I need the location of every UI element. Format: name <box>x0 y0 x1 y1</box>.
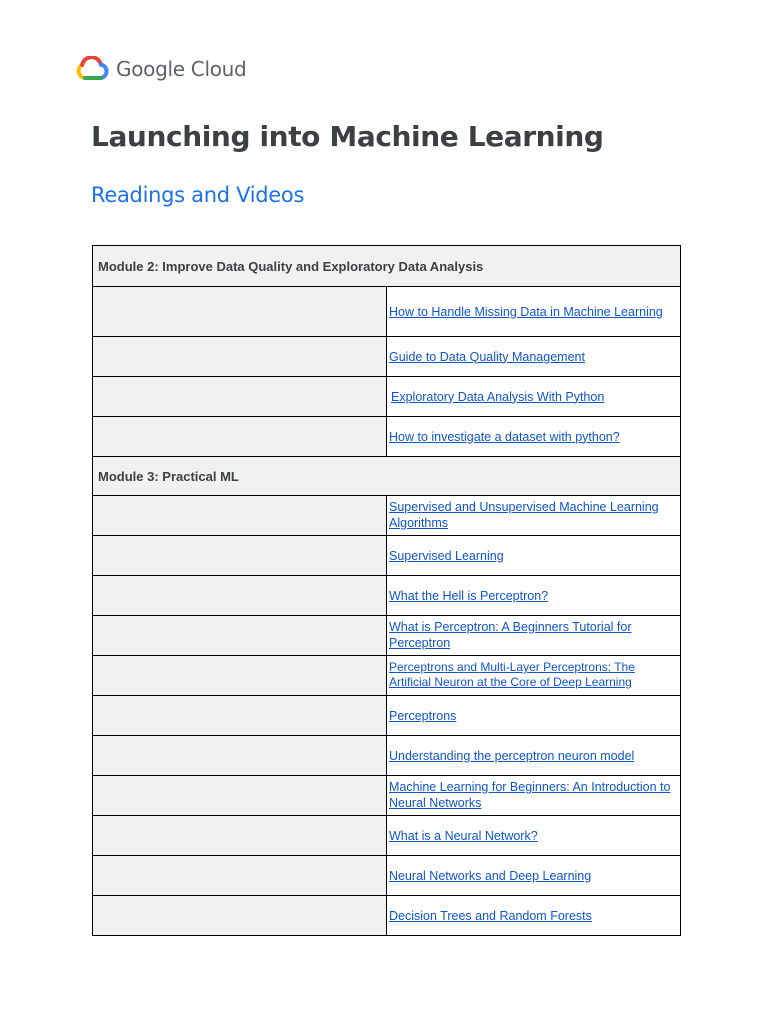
table-row <box>93 656 681 696</box>
module-header-row <box>93 246 681 287</box>
resource-link[interactable]: Perceptrons and Multi-Layer Perceptrons: The Artificial Neuron at the Core of Deep Learning <box>389 660 635 689</box>
resource-link[interactable]: How to investigate a dataset with python? <box>389 429 620 444</box>
empty-cell <box>93 656 387 696</box>
link-cell <box>387 656 681 696</box>
table-row <box>93 536 681 576</box>
link-cell <box>387 896 681 936</box>
table-row <box>93 896 681 936</box>
table-row <box>93 337 681 377</box>
table-row <box>93 287 681 337</box>
empty-cell <box>93 736 387 776</box>
table-row <box>93 616 681 656</box>
empty-cell <box>93 377 387 417</box>
empty-cell <box>93 616 387 656</box>
table-row <box>93 776 681 816</box>
link-cell <box>387 337 681 377</box>
resource-link[interactable]: What is Perceptron: A Beginners Tutorial for Perceptron <box>389 620 632 650</box>
resource-link[interactable]: What is a Neural Network? <box>389 828 538 843</box>
table-row <box>93 816 681 856</box>
empty-cell <box>93 776 387 816</box>
resource-link[interactable]: What the Hell is Perceptron? <box>389 588 549 603</box>
table-row <box>93 377 681 417</box>
table-row <box>93 856 681 896</box>
resource-link[interactable]: Supervised and Unsupervised Machine Learning Algorithms <box>389 500 659 530</box>
resource-link[interactable]: Perceptrons <box>389 708 457 723</box>
empty-cell <box>93 337 387 377</box>
resource-link[interactable]: Supervised Learning <box>389 548 504 563</box>
empty-cell <box>93 496 387 536</box>
module-header-row <box>93 457 681 496</box>
empty-cell <box>93 287 387 337</box>
link-cell <box>387 536 681 576</box>
google-cloud-logo-icon <box>76 56 110 82</box>
table-row <box>93 736 681 776</box>
resource-link[interactable]: Understanding the perceptron neuron model <box>389 748 635 763</box>
empty-cell <box>93 696 387 736</box>
resource-link[interactable]: How to Handle Missing Data in Machine Learning <box>389 304 663 319</box>
module-header: Module 2: Improve Data Quality and Exploratory Data Analysis <box>93 246 681 287</box>
module-header: Module 3: Practical ML <box>93 457 681 496</box>
resource-link[interactable]: Exploratory Data Analysis With Python <box>391 389 605 404</box>
document-subtitle: Readings and Videos <box>91 183 305 207</box>
link-cell <box>387 816 681 856</box>
empty-cell <box>93 896 387 936</box>
table-row <box>93 576 681 616</box>
resource-link[interactable]: Neural Networks and Deep Learning <box>389 868 592 883</box>
table-row <box>93 696 681 736</box>
table-row <box>93 496 681 536</box>
empty-cell <box>93 536 387 576</box>
resource-link[interactable]: Guide to Data Quality Management <box>389 349 585 364</box>
link-cell <box>387 856 681 896</box>
link-cell <box>387 696 681 736</box>
empty-cell <box>93 417 387 457</box>
empty-cell <box>93 576 387 616</box>
link-cell <box>387 736 681 776</box>
link-cell <box>387 576 681 616</box>
table-row <box>93 417 681 457</box>
resource-link[interactable]: Decision Trees and Random Forests <box>389 908 592 923</box>
brand-name: Google Cloud <box>116 57 247 81</box>
empty-cell <box>93 856 387 896</box>
readings-table <box>92 245 681 936</box>
link-cell <box>387 776 681 816</box>
link-cell <box>387 616 681 656</box>
link-cell <box>387 377 681 417</box>
empty-cell <box>93 816 387 856</box>
link-cell <box>387 417 681 457</box>
google-cloud-logo <box>76 56 246 82</box>
link-cell <box>387 496 681 536</box>
document-title: Launching into Machine Learning <box>91 120 604 153</box>
resource-link[interactable]: Machine Learning for Beginners: An Introduction to Neural Networks <box>389 780 671 810</box>
link-cell <box>387 287 681 337</box>
